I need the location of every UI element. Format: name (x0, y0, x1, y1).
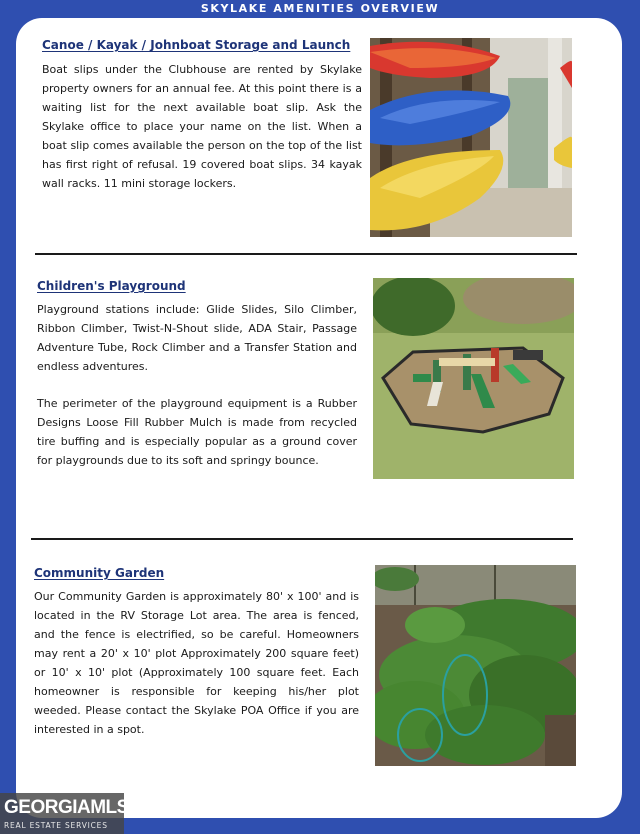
watermark-tagline: REAL ESTATE SERVICES (4, 821, 108, 830)
section-title-playground: Children's Playground (37, 279, 186, 293)
section-divider (31, 538, 573, 540)
garden-photo (375, 565, 576, 766)
watermark-brand: GEORGIAMLS (4, 797, 129, 818)
section-divider (35, 253, 577, 255)
boat-storage-text: Boat slips under the Clubhouse are rented by Skylake property owners for an annual fee. At this point there is a waiting list for the next available boat slip. Ask the Skylake office to place your name on the list. When a boat slip comes available the person on the top of the list has first right of refusal. 19 covered boat slips. 34 kayak wall racks. 11 mini storage lockers. (42, 63, 362, 190)
section-title-boat-storage: Canoe / Kayak / Johnboat Storage and Launch (42, 38, 351, 52)
section-title-garden: Community Garden (34, 566, 165, 580)
georgiamls-watermark (0, 793, 129, 834)
playground-photo (373, 278, 574, 479)
playground-stations-text: Playground stations include: Glide Slides, Silo Climber, Ribbon Climber, Twist-N-Shout slide, ADA Stair, Passage Adventure Tube, Rock Climber and a Transfer Station and endless adventures. (37, 303, 357, 373)
kayak-rack-photo (370, 38, 572, 237)
garden-text: Our Community Garden is approximately 80' x 100' and is located in the RV Storage Lot area. The area is fenced, and the fence is electrified, so be careful. Homeowners may rent a 20' x 10' plot Approximately 200 square feet) or 10' x 10' plot (Approximately 100 square feet. Each homeowner is responsible for keeping his/her plot weeded. Please contact the Skylake POA Office if you are interested in a spot. (34, 590, 359, 736)
page-title: SKYLAKE AMENITIES OVERVIEW (200, 2, 440, 15)
playground-mulch-text: The perimeter of the playground equipment is a Rubber Designs Loose Fill Rubber Mulch is made from recycled tire buffing and is especially popular as a ground cover for playgrounds due to its soft and springy bounce. (37, 397, 357, 467)
